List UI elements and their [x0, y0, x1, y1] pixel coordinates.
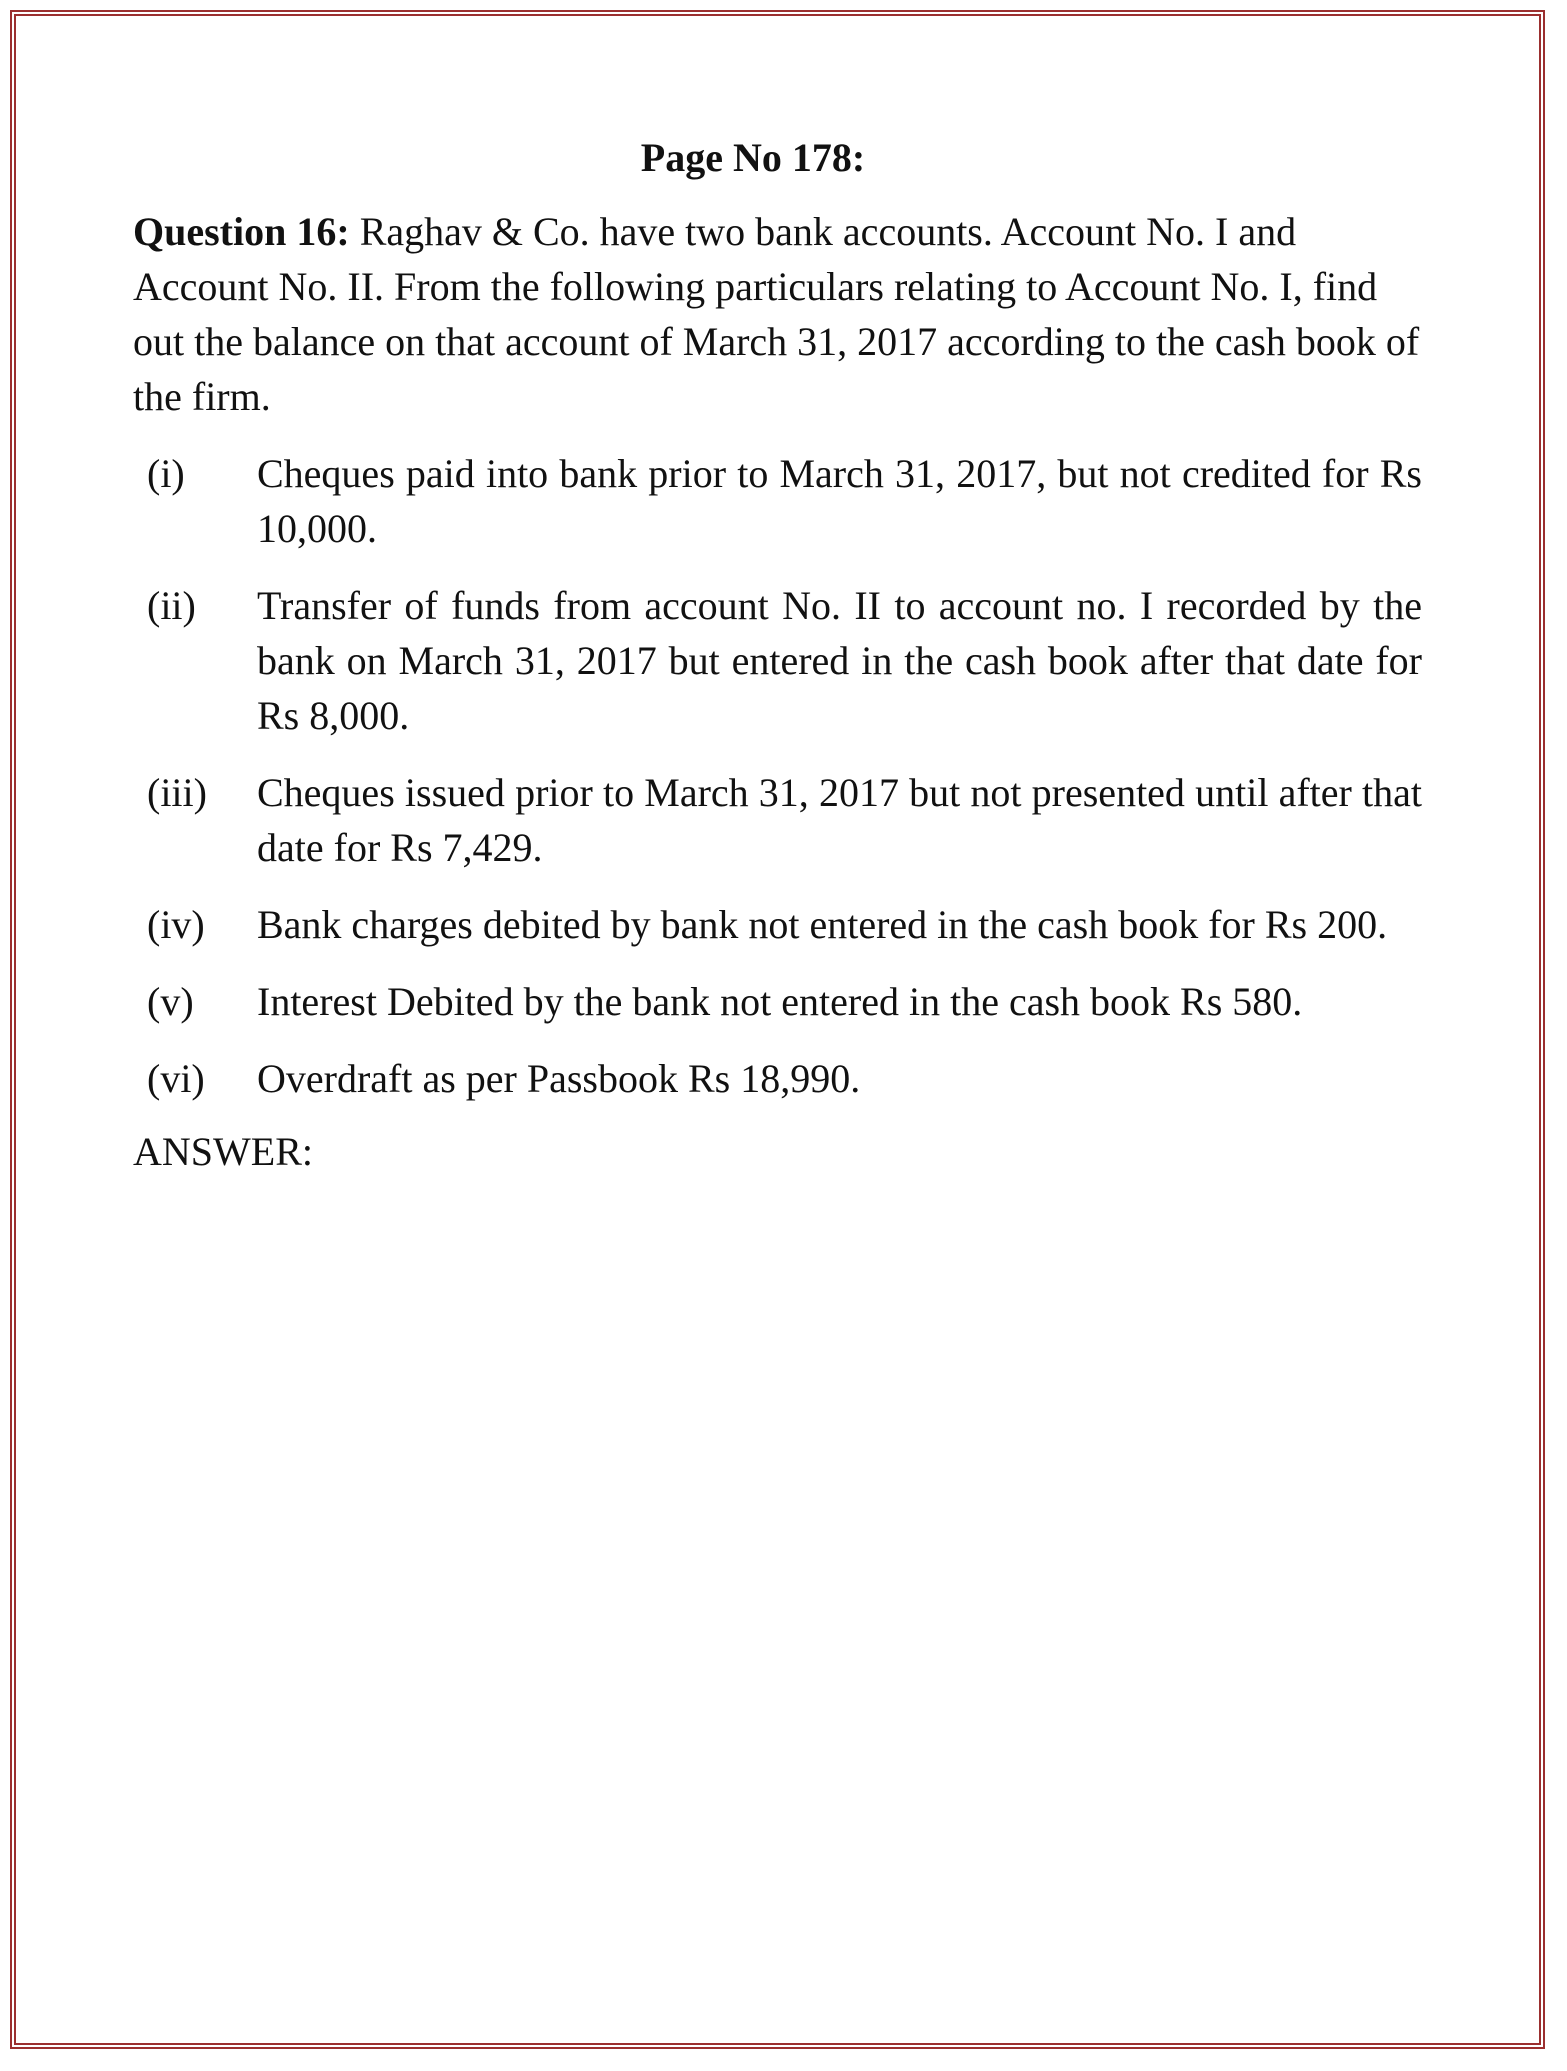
item-text: Cheques paid into bank prior to March 31, 2017, but not credited for Rs 10,000. [257, 451, 1422, 551]
item-number: (v) [147, 979, 194, 1024]
particulars-list [133, 446, 1433, 1106]
item-number: (i) [147, 451, 185, 496]
item-text: Cheques issued prior to March 31, 2017 but not presented until after that date for Rs 7,429. [257, 770, 1422, 870]
question-text: Raghav & Co. have two bank accounts. Account No. I and Account No. II. From the following particulars relating to Account No. I, find out the balance on that account of March 31, 2017 according to the cash book of the firm. [133, 209, 1420, 419]
list-item [133, 578, 1433, 743]
item-number: (vi) [147, 1056, 205, 1101]
item-number: (iv) [147, 902, 205, 947]
document-content [133, 130, 1433, 1179]
item-number: (ii) [147, 583, 196, 628]
question-label: Question 16: [133, 209, 350, 254]
list-item [133, 765, 1433, 875]
item-text: Transfer of funds from account No. II to account no. I recorded by the bank on March 31, 2017 but entered in the cash book after that date for Rs 8,000. [257, 583, 1422, 738]
question-paragraph [133, 204, 1433, 424]
list-item [133, 446, 1433, 556]
page-title: Page No 178: [640, 135, 866, 180]
list-item [133, 897, 1433, 952]
item-text: Overdraft as per Passbook Rs 18,990. [257, 1056, 861, 1101]
answer-label: ANSWER: [133, 1129, 313, 1174]
item-number: (iii) [147, 770, 207, 815]
item-text: Bank charges debited by bank not entered in the cash book for Rs 200. [257, 902, 1388, 947]
list-item [133, 974, 1433, 1029]
item-text: Interest Debited by the bank not entered in the cash book Rs 580. [257, 979, 1303, 1024]
list-item [133, 1051, 1433, 1106]
